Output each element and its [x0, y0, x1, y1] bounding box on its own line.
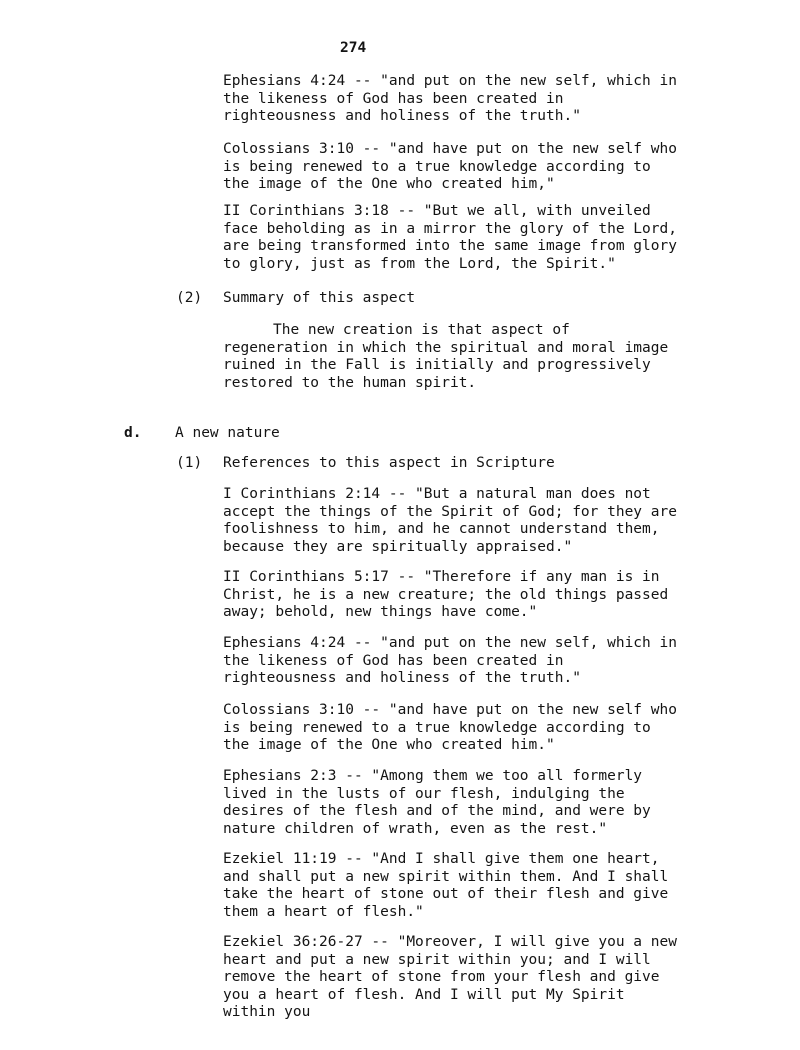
- page-number: 274: [340, 40, 367, 56]
- quote-2-corinthians-5-17: II Corinthians 5:17 -- "Therefore if any man is in Christ, he is a new creature; the old things passed away; behold, new things have come.": [223, 569, 669, 620]
- section-d-title: A new nature: [175, 425, 280, 441]
- quote-ephesians-2-3: Ephesians 2:3 -- "Among them we too all formerly lived in the lusts of our flesh, indulging the desires of the flesh and of the mind, and were by nature children of wrath, even as the rest.": [223, 768, 651, 837]
- quote-ezekiel-11-19: Ezekiel 11:19 -- "And I shall give them one heart, and shall put a new spirit within them. And I shall take the heart of stone out of their flesh and give them a heart of flesh.": [223, 851, 669, 920]
- references-item-number: (1): [176, 455, 203, 471]
- references-item-title: References to this aspect in Scripture: [223, 455, 555, 471]
- quote-2-corinthians-3-18: II Corinthians 3:18 -- "But we all, with unveiled face beholding as in a mirror the glory of the Lord, are being transformed into the same image from glory to glory, just as from the Lord, the Spirit.": [223, 203, 677, 272]
- quote-1-corinthians-2-14: I Corinthians 2:14 -- "But a natural man does not accept the things of the Spirit of God; for they are foolishness to him, and he cannot understand them, because they are spiritually appraised.": [223, 486, 677, 555]
- summary-text: The new creation is that aspect of regeneration in which the spiritual and moral image ruined in the Fall is initially and progressively restored to the human spirit.: [223, 322, 669, 391]
- quote-ephesians-4-24: Ephesians 4:24 -- "and put on the new self, which in the likeness of God has been created in righteousness and holiness of the truth.": [223, 635, 677, 686]
- section-d-letter: d.: [124, 425, 142, 441]
- quote-colossians-3-10-top: Colossians 3:10 -- "and have put on the new self who is being renewed to a true knowledge according to the image of the One who created him,": [223, 141, 677, 192]
- quote-colossians-3-10: Colossians 3:10 -- "and have put on the new self who is being renewed to a true knowledge according to the image of the One who created him.": [223, 702, 677, 753]
- summary-item-title: Summary of this aspect: [223, 290, 416, 306]
- quote-ephesians-4-24-top: Ephesians 4:24 -- "and put on the new self, which in the likeness of God has been created in righteousness and holiness of the truth.": [223, 73, 677, 124]
- summary-item-number: (2): [176, 290, 203, 306]
- quote-ezekiel-36-26-27: Ezekiel 36:26-27 -- "Moreover, I will give you a new heart and put a new spirit within you; and I will remove the heart of stone from your flesh and give you a heart of flesh. And I will put My Spirit within you: [223, 934, 677, 1020]
